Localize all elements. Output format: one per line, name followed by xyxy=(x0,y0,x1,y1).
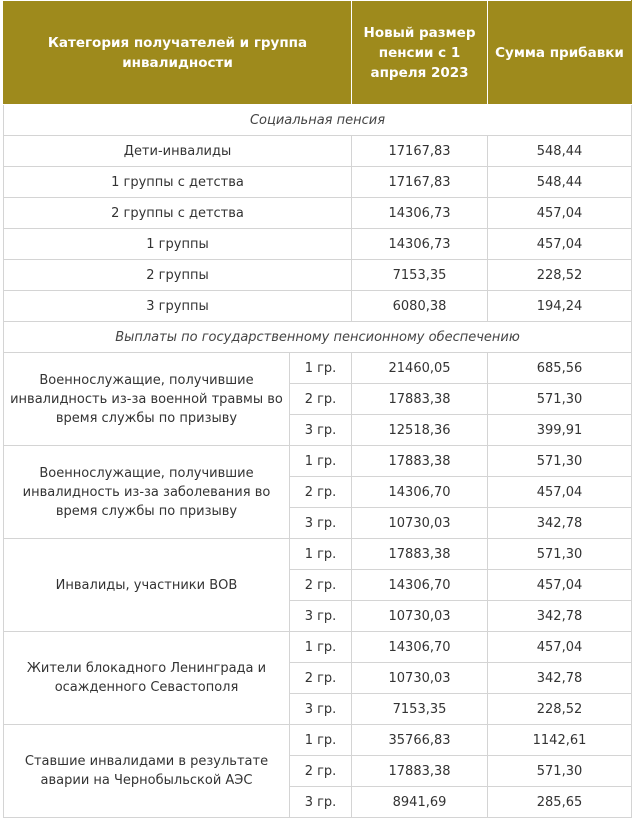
table-row xyxy=(4,446,632,477)
row-increase: 194,24 xyxy=(488,291,632,322)
table-header-row xyxy=(4,1,632,105)
row-increase: 228,52 xyxy=(488,694,632,725)
row-label: Дети-инвалиды xyxy=(4,136,352,167)
row-label: 2 группы xyxy=(4,260,352,291)
row-pension: 17883,38 xyxy=(352,539,488,570)
row-increase: 457,04 xyxy=(488,198,632,229)
row-label: 2 группы с детства xyxy=(4,198,352,229)
row-pension: 7153,35 xyxy=(352,260,488,291)
row-pension: 17167,83 xyxy=(352,167,488,198)
table-row xyxy=(4,198,632,229)
header-increase: Сумма прибавки xyxy=(488,1,632,105)
table-row xyxy=(4,167,632,198)
row-pension: 8941,69 xyxy=(352,787,488,818)
row-label: 1 группы xyxy=(4,229,352,260)
section-row xyxy=(4,105,632,136)
row-pension: 35766,83 xyxy=(352,725,488,756)
row-pension: 12518,36 xyxy=(352,415,488,446)
row-pension: 17883,38 xyxy=(352,446,488,477)
group-category: Военнослужащие, получившие инвалидность из-за военной травмы во время службы по призыву xyxy=(4,353,290,446)
row-group: 2 гр. xyxy=(290,663,352,694)
row-increase: 571,30 xyxy=(488,756,632,787)
row-increase: 285,65 xyxy=(488,787,632,818)
row-pension: 14306,70 xyxy=(352,570,488,601)
row-increase: 342,78 xyxy=(488,508,632,539)
row-group: 2 гр. xyxy=(290,756,352,787)
row-increase: 457,04 xyxy=(488,477,632,508)
group-category: Жители блокадного Ленинграда и осажденного Севастополя xyxy=(4,632,290,725)
row-increase: 399,91 xyxy=(488,415,632,446)
row-group: 2 гр. xyxy=(290,477,352,508)
row-label: 3 группы xyxy=(4,291,352,322)
pension-table-container xyxy=(3,0,635,818)
header-new-pension: Новый размер пенсии с 1 апреля 2023 xyxy=(352,1,488,105)
row-pension: 14306,73 xyxy=(352,198,488,229)
row-increase: 571,30 xyxy=(488,446,632,477)
row-increase: 571,30 xyxy=(488,384,632,415)
table-row xyxy=(4,539,632,570)
row-pension: 14306,70 xyxy=(352,477,488,508)
row-pension: 10730,03 xyxy=(352,601,488,632)
row-group: 2 гр. xyxy=(290,570,352,601)
row-increase: 457,04 xyxy=(488,632,632,663)
row-group: 1 гр. xyxy=(290,446,352,477)
row-increase: 548,44 xyxy=(488,167,632,198)
table-row xyxy=(4,725,632,756)
table-row xyxy=(4,260,632,291)
row-increase: 342,78 xyxy=(488,663,632,694)
row-increase: 457,04 xyxy=(488,229,632,260)
table-row xyxy=(4,353,632,384)
row-group: 3 гр. xyxy=(290,601,352,632)
row-group: 3 гр. xyxy=(290,415,352,446)
row-group: 3 гр. xyxy=(290,508,352,539)
row-increase: 1142,61 xyxy=(488,725,632,756)
row-group: 1 гр. xyxy=(290,353,352,384)
row-pension: 14306,70 xyxy=(352,632,488,663)
row-group: 1 гр. xyxy=(290,632,352,663)
row-group: 3 гр. xyxy=(290,694,352,725)
row-increase: 342,78 xyxy=(488,601,632,632)
row-label: 1 группы с детства xyxy=(4,167,352,198)
table-row xyxy=(4,291,632,322)
row-group: 1 гр. xyxy=(290,539,352,570)
table-row xyxy=(4,229,632,260)
row-increase: 228,52 xyxy=(488,260,632,291)
pension-table xyxy=(3,0,632,818)
group-category: Инвалиды, участники ВОВ xyxy=(4,539,290,632)
row-increase: 548,44 xyxy=(488,136,632,167)
row-pension: 10730,03 xyxy=(352,508,488,539)
row-increase: 571,30 xyxy=(488,539,632,570)
row-pension: 7153,35 xyxy=(352,694,488,725)
table-row xyxy=(4,136,632,167)
table-row xyxy=(4,632,632,663)
row-pension: 14306,73 xyxy=(352,229,488,260)
group-category: Военнослужащие, получившие инвалидность из-за заболевания во время службы по призыву xyxy=(4,446,290,539)
row-pension: 10730,03 xyxy=(352,663,488,694)
row-pension: 17883,38 xyxy=(352,756,488,787)
group-category: Ставшие инвалидами в результате аварии на Чернобыльской АЭС xyxy=(4,725,290,818)
section-title-state: Выплаты по государственному пенсионному обеспечению xyxy=(4,322,632,353)
row-pension: 17167,83 xyxy=(352,136,488,167)
header-category: Категория получателей и группа инвалидности xyxy=(4,1,352,105)
section-title-social: Социальная пенсия xyxy=(4,105,632,136)
row-group: 3 гр. xyxy=(290,787,352,818)
row-pension: 21460,05 xyxy=(352,353,488,384)
row-group: 2 гр. xyxy=(290,384,352,415)
section-row xyxy=(4,322,632,353)
row-increase: 457,04 xyxy=(488,570,632,601)
row-pension: 6080,38 xyxy=(352,291,488,322)
row-group: 1 гр. xyxy=(290,725,352,756)
row-increase: 685,56 xyxy=(488,353,632,384)
row-pension: 17883,38 xyxy=(352,384,488,415)
